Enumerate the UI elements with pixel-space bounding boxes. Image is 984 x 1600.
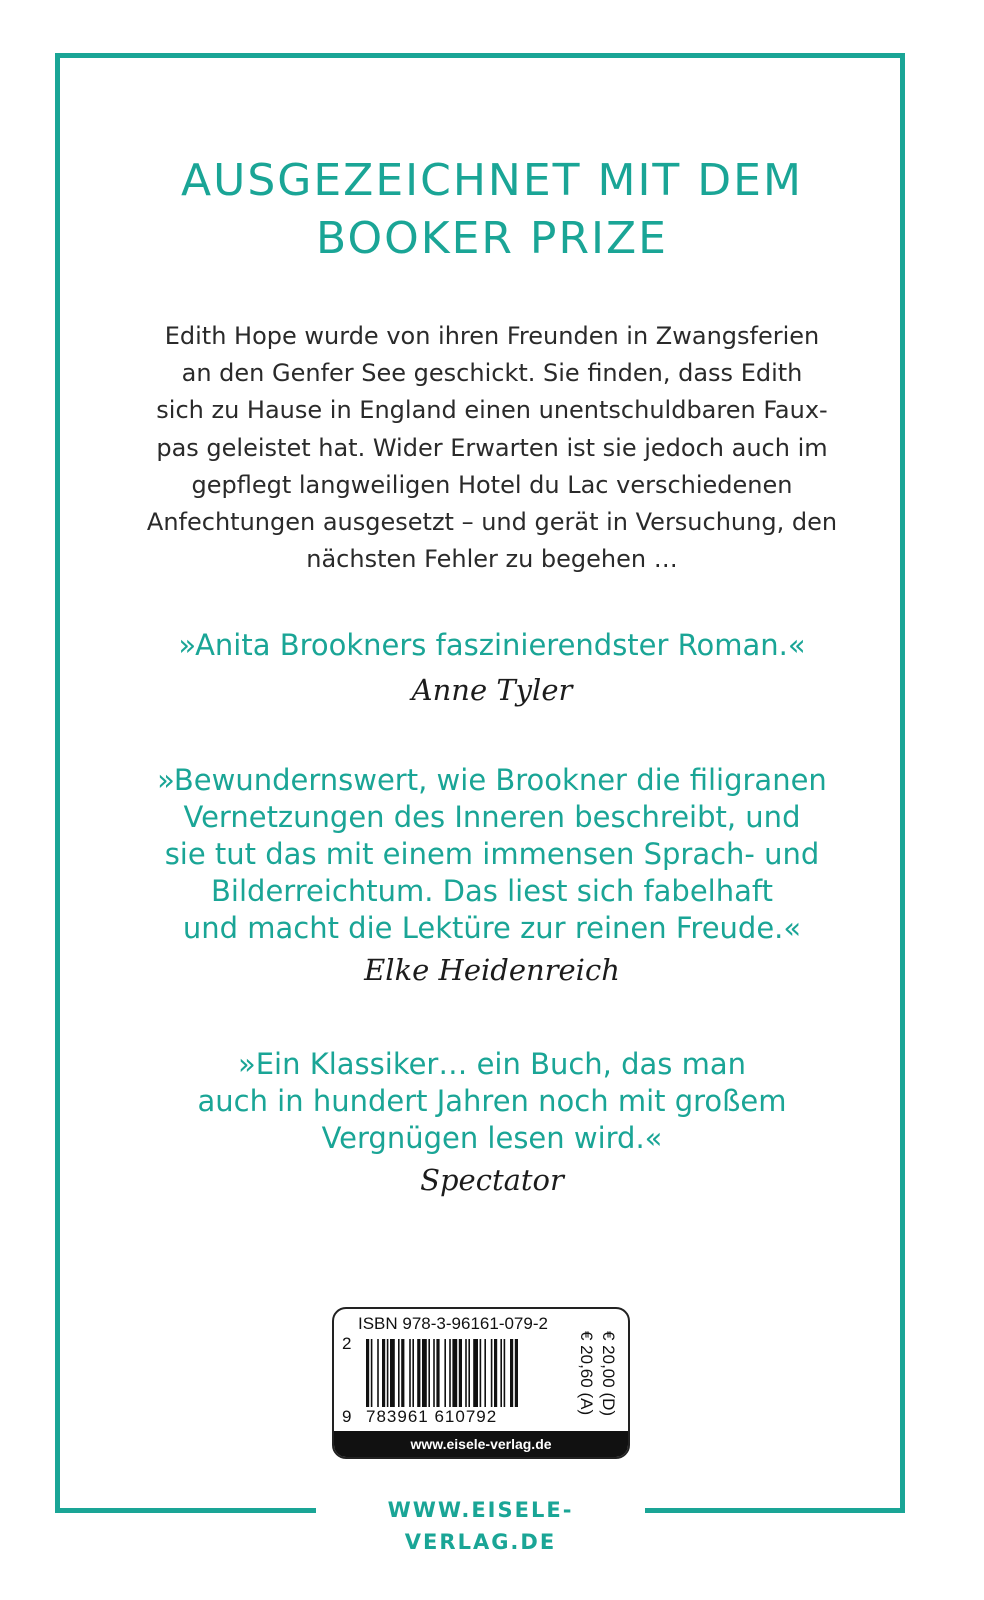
barcode-bar [452, 1339, 457, 1407]
barcode-bar [510, 1339, 513, 1407]
headline [0, 152, 984, 268]
blurb-line: pas geleistet hat. Wider Erwarten ist sie jedoch auch im [156, 433, 828, 462]
barcode-bar [515, 1339, 518, 1407]
barcode-number: 783961 610792 [366, 1407, 498, 1426]
quote-line: und macht die Lektüre zur reinen Freude.« [182, 911, 802, 945]
barcode-bar [459, 1339, 462, 1407]
blurb-line: Anfechtungen ausgesetzt – und gerät in Versuchung, den [146, 508, 838, 537]
barcode-bar [444, 1339, 446, 1407]
blurb-line: Edith Hope wurde von ihren Freunden in Zwangsferien [164, 322, 820, 350]
barcode-bar [366, 1339, 369, 1407]
barcode-bar [387, 1339, 389, 1407]
barcode-bar [428, 1339, 430, 1407]
quote-line: Vernetzungen des Inneren beschreibt, und [183, 800, 801, 834]
quote-2-author: Elke Heidenreich [364, 953, 620, 987]
quote-line: sie tut das mit einem immensen Sprach- und [164, 837, 820, 871]
footer-rule-left [55, 1508, 316, 1513]
barcode-bar [473, 1339, 478, 1407]
quote-line: »Ein Klassiker… ein Buch, das man [237, 1047, 747, 1081]
barcode-bar [494, 1339, 497, 1407]
quote-line: Bilderreichtum. Das liest sich fabelhaft [211, 874, 773, 908]
barcode-lead-digit: 9 [342, 1407, 352, 1426]
barcode-bar [500, 1339, 502, 1407]
price-germany: € 20,00 (D) [599, 1331, 618, 1417]
barcode-bar [371, 1339, 373, 1407]
barcode-bar [377, 1339, 379, 1407]
barcode-bar [382, 1339, 385, 1407]
barcode-bar [409, 1339, 411, 1407]
barcode-bar [433, 1339, 435, 1407]
quote-3-author: Spectator [420, 1163, 564, 1197]
footer-rule-right [645, 1508, 905, 1513]
barcode-bar [465, 1339, 467, 1407]
blurb-line: nächsten Fehler zu begehen … [306, 545, 678, 574]
quote-line: auch in hundert Jahren noch mit großem [197, 1084, 787, 1118]
price-austria: € 20,60 (A) [577, 1331, 596, 1416]
isbn-text: ISBN 978-3-96161-079-2 [358, 1314, 548, 1333]
quote-3 [0, 1046, 984, 1157]
barcode-bars [348, 1339, 566, 1407]
barcode-bar [401, 1339, 404, 1407]
barcode-bar [484, 1339, 486, 1407]
headline-line-1: AUSGEZEICHNET MIT DEM [181, 155, 803, 206]
barcode-bar [390, 1339, 395, 1407]
blurb-line: sich zu Hause in England einen unentschuldbaren Faux- [156, 396, 828, 425]
headline-line-2: BOOKER PRIZE [316, 213, 668, 264]
barcode-bar [412, 1339, 414, 1407]
barcode-bar [468, 1339, 470, 1407]
quote-line: Vergnügen lesen wird.« [321, 1121, 663, 1155]
barcode-bar [504, 1339, 506, 1407]
blurb [0, 318, 984, 578]
quote-line: »Anita Brookners faszinierendster Roman.« [178, 628, 806, 662]
barcode-bar [449, 1339, 451, 1407]
quote-1-author: Anne Tyler [411, 673, 573, 707]
barcode-url: www.eisele-verlag.de [334, 1431, 628, 1457]
footer-url[interactable]: WWW.EISELE-VERLAG.DE [316, 1494, 645, 1526]
blurb-line: an den Genfer See geschickt. Sie finden, dass Edith [181, 359, 803, 388]
barcode-top-digit: 2 [342, 1334, 352, 1353]
quote-2 [0, 762, 984, 947]
barcode-bar [491, 1339, 493, 1407]
barcode-bar [480, 1339, 482, 1407]
quote-line: »Bewundernswert, wie Brookner die filigranen [157, 763, 827, 797]
barcode-bar [436, 1339, 439, 1407]
blurb-line: gepflegt langweiligen Hotel du Lac verschiedenen [191, 470, 793, 499]
barcode-bar [422, 1339, 427, 1407]
barcode-bar [398, 1339, 400, 1407]
barcode-bar [417, 1339, 420, 1407]
barcode-label [332, 1307, 630, 1459]
quote-1 [0, 627, 984, 664]
